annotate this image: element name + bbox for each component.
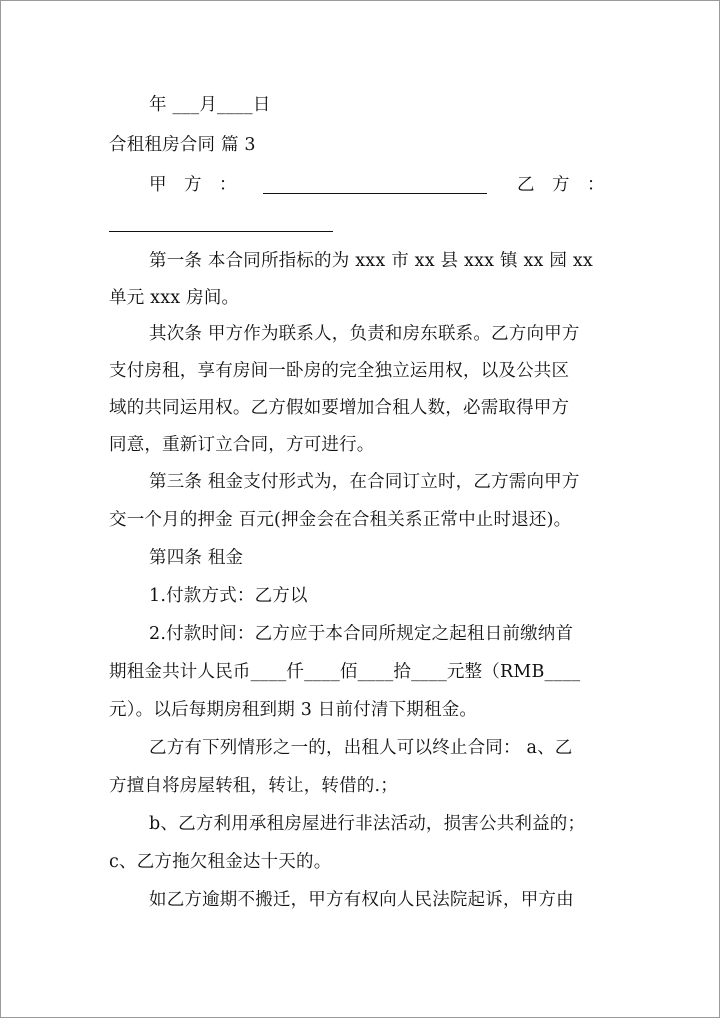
date-line: 年 ___月____日	[149, 95, 271, 115]
article-1-line-1: 第一条 本合同所指标的为 xxx 市 xx 县 xxx 镇 xx 园 xx	[149, 251, 593, 271]
termination-c-line: c、乙方拖欠租金达十天的。	[109, 852, 332, 872]
article-2-line-3: 域的共同运用权。乙方假如要增加合租人数，必需取得甲方	[109, 398, 570, 418]
article-4-heading: 第四条 租金	[149, 548, 244, 568]
party-b-label: 乙 方 ：	[517, 175, 605, 195]
payment-method-line: 1.付款方式：乙方以	[149, 586, 308, 606]
party-a-label: 甲 方 ：	[149, 175, 237, 195]
payment-time-line-2: 期租金共计人民币____仟____佰____拾____元整（RMB____	[109, 662, 581, 682]
payment-time-line-3: 元）。以后每期房租到期 3 日前付清下期租金。	[109, 700, 478, 720]
termination-b-line: b、乙方利用承租房屋进行非法活动，损害公共利益的；	[149, 814, 586, 834]
contract-title: 合租租房合同 篇 3	[109, 135, 256, 155]
party-a-blank	[263, 193, 487, 194]
article-3-line-1: 第三条 租金支付形式为，在合同订立时，乙方需向甲方	[149, 472, 580, 492]
article-2-line-2: 支付房租，享有房间一卧房的完全独立运用权，以及公共区	[109, 361, 570, 381]
party-b-blank	[109, 231, 333, 232]
article-3-line-2: 交一个月的押金 百元(押金会在合租关系正常中止时退还)。	[109, 510, 572, 530]
article-2-line-4: 同意，重新订立合同，方可进行。	[109, 435, 375, 455]
article-2-line-1: 其次条 甲方作为联系人，负责和房东联系。乙方向甲方	[149, 324, 580, 344]
overdue-line-1: 如乙方逾期不搬迁，甲方有权向人民法院起诉，甲方由	[149, 890, 574, 910]
termination-line-2: 方擅自将房屋转租，转让，转借的.；	[109, 776, 398, 796]
payment-time-line-1: 2.付款时间：乙方应于本合同所规定之起租日前缴纳首	[149, 624, 574, 644]
termination-line-1: 乙方有下列情形之一的，出租人可以终止合同： a、乙	[149, 738, 573, 758]
article-1-line-2: 单元 xxx 房间。	[109, 288, 240, 308]
